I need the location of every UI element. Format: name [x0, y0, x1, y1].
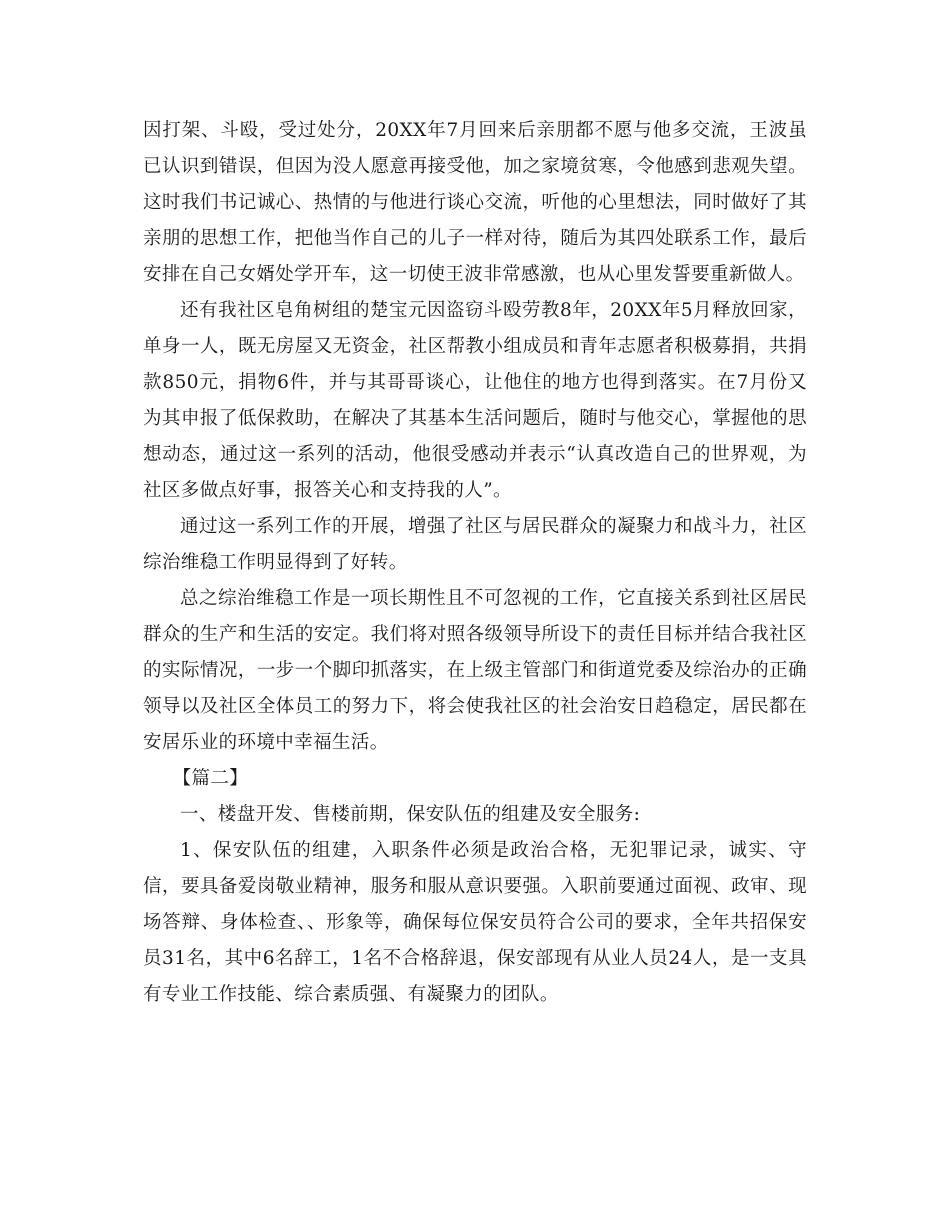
document-body — [143, 113, 807, 1013]
subheading-security-team: 一、楼盘开发、售楼前期，保安队伍的组建及安全服务: — [180, 804, 641, 825]
paragraph-team-formation: 1、保安队伍的组建，入职条件必须是政治合格，无犯罪记录，诚实、守信，要具备爱岗敬业精神，服务和服从意识要强。入职前要通过面视、政审、现场答辩、身体检查、、形象等，确保每位保安员符合公司的要求，全年共招保安员31名，其中6名辞工，1名不合格辞退，保安部现有从业人员24人，是一支具有专业工作技能、综合素质强、有凝聚力的团队。 — [143, 840, 807, 1005]
section-heading-part-two: 【篇二】 — [172, 768, 249, 789]
paragraph-conclusion: 总之综治维稳工作是一项长期性且不可忽视的工作，它直接关系到社区居民群众的生产和生活的安定。我们将对照各级领导所设下的责任目标并结合我社区的实际情况，一步一个脚印抓落实，在上级主管部门和街道党委及综治办的正确领导以及社区全体员工的努力下，将会使我社区的社会治安日趋稳定，居民都在安居乐业的环境中幸福生活。 — [143, 588, 807, 753]
paragraph-continuation: 因打架、斗殴，受过处分，20XX年7月回来后亲朋都不愿与他多交流，王波虽已认识到错误，但因为没人愿意再接受他，加之家境贫寒，令他感到悲观失望。这时我们书记诚心、热情的与他进行谈心交流，听他的心里想法，同时做好了其亲朋的思想工作，把他当作自己的儿子一样对待，随后为其四处联系工作，最后安排在自己女婿处学开车，这一切使王波非常感激，也从心里发誓要重新做人。 — [143, 120, 807, 285]
paragraph-work-results: 通过这一系列工作的开展，增强了社区与居民群众的凝聚力和战斗力，社区综治维稳工作明显得到了好转。 — [143, 516, 807, 573]
paragraph-chu-baoyuan: 还有我社区皂角树组的楚宝元因盗窃斗殴劳教8年，20XX年5月释放回家，单身一人，既无房屋又无资金，社区帮教小组成员和青年志愿者积极募捐，共捐款850元，捐物6件，并与其哥哥谈心，让他住的地方也得到落实。在7月份又为其申报了低保救助，在解决了其基本生活问题后，随时与他交心，掌握他的思想动态，通过这一系列的活动，他很受感动并表示“认真改造自己的世界观，为社区多做点好事，报答关心和支持我的人”。 — [143, 300, 807, 501]
